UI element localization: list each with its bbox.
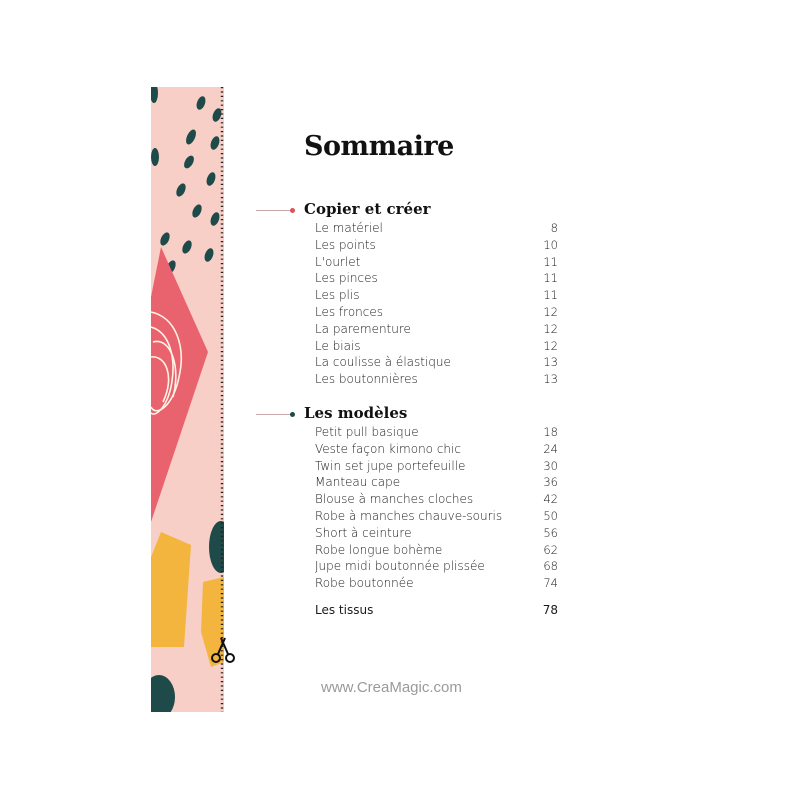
toc-entry-label: Les plis bbox=[315, 288, 360, 303]
section-marker-dot bbox=[290, 412, 295, 417]
toc-entry-label: Les fronces bbox=[315, 304, 383, 319]
toc-entry[interactable] bbox=[315, 543, 558, 560]
toc-entry[interactable] bbox=[315, 355, 558, 372]
toc-entry[interactable] bbox=[315, 492, 558, 509]
toc-entry-page: 30 bbox=[543, 458, 558, 473]
toc-entry-page: 24 bbox=[543, 441, 558, 456]
toc-entry-label: Le biais bbox=[315, 338, 361, 353]
toc-entry-label: La coulisse à élastique bbox=[315, 355, 451, 370]
toc-entry-page: 18 bbox=[543, 425, 558, 439]
toc-entry-label: Les pinces bbox=[315, 271, 378, 286]
toc-entry-label: Robe boutonnée bbox=[315, 576, 414, 591]
toc-entry-label: Les points bbox=[315, 237, 376, 252]
toc-entry-label: Short à ceinture bbox=[315, 525, 412, 540]
toc-entry-label: Twin set jupe portefeuille bbox=[315, 458, 466, 473]
toc-entry-label: Jupe midi boutonnée plissée bbox=[315, 559, 485, 574]
toc-entry-label: Robe longue bohème bbox=[315, 542, 443, 557]
toc-entry-page: 68 bbox=[543, 559, 558, 574]
decorative-pattern-strip bbox=[151, 87, 224, 712]
toc-entry-page: 11 bbox=[543, 254, 558, 269]
toc-entry-page: 12 bbox=[543, 304, 558, 319]
toc-entry-page: 50 bbox=[543, 508, 558, 523]
toc-entry-page: 42 bbox=[543, 492, 558, 507]
abstract-pattern-illustration bbox=[151, 87, 224, 712]
toc-entry-tissus[interactable] bbox=[315, 603, 558, 617]
toc-entry-page: 13 bbox=[543, 372, 558, 387]
section-rule bbox=[256, 414, 292, 415]
toc-entry-label: Robe à manches chauve-souris bbox=[315, 508, 503, 523]
toc-entry-page: 11 bbox=[543, 271, 558, 286]
toc-entry-page: 74 bbox=[543, 576, 558, 591]
toc-entry-label: Manteau cape bbox=[315, 475, 401, 490]
toc-entry[interactable] bbox=[315, 475, 558, 492]
toc-entry[interactable] bbox=[315, 271, 558, 288]
section-rule bbox=[256, 210, 292, 211]
toc-entry-page: 8 bbox=[550, 221, 558, 235]
section-marker-dot bbox=[290, 208, 295, 213]
toc-entry[interactable] bbox=[315, 459, 558, 476]
toc-entry[interactable] bbox=[315, 442, 558, 459]
toc-entry[interactable] bbox=[315, 288, 558, 305]
toc-list-copier bbox=[315, 221, 558, 389]
toc-entry-page: 56 bbox=[543, 525, 558, 540]
scissors-icon bbox=[210, 636, 236, 666]
watermark-text: www.CreaMagic.com bbox=[321, 679, 462, 696]
toc-entry[interactable] bbox=[315, 425, 558, 442]
toc-entry[interactable] bbox=[315, 576, 558, 593]
toc-entry-label: La parementure bbox=[315, 321, 411, 336]
toc-entry-page: 13 bbox=[543, 355, 558, 370]
toc-entry-label: Les boutonnières bbox=[315, 372, 418, 387]
toc-entry-page: 36 bbox=[543, 475, 558, 490]
toc-entry-page: 12 bbox=[543, 321, 558, 336]
toc-entry[interactable] bbox=[315, 509, 558, 526]
toc-entry[interactable] bbox=[315, 322, 558, 339]
toc-entry-page: 12 bbox=[543, 338, 558, 353]
toc-entry-label: Petit pull basique bbox=[315, 425, 419, 439]
toc-entry[interactable] bbox=[315, 526, 558, 543]
toc-entry-page: 78 bbox=[542, 603, 558, 617]
toc-entry-label: Blouse à manches cloches bbox=[315, 492, 474, 507]
toc-entry-page: 11 bbox=[543, 288, 558, 303]
toc-entry-label: Les tissus bbox=[315, 603, 374, 617]
toc-entry-page: 62 bbox=[543, 542, 558, 557]
section-heading: Copier et créer bbox=[304, 200, 431, 218]
toc-entry-page: 10 bbox=[543, 237, 558, 252]
toc-list-modeles bbox=[315, 425, 558, 593]
toc-entry[interactable] bbox=[315, 255, 558, 272]
toc-entry[interactable] bbox=[315, 305, 558, 322]
toc-entry[interactable] bbox=[315, 238, 558, 255]
toc-entry-label: L'ourlet bbox=[315, 254, 361, 269]
section-heading: Les modèles bbox=[304, 404, 408, 422]
toc-entry[interactable] bbox=[315, 339, 558, 356]
toc-entry[interactable] bbox=[315, 559, 558, 576]
toc-entry-label: Veste façon kimono chic bbox=[315, 441, 461, 456]
toc-entry[interactable] bbox=[315, 372, 558, 389]
toc-entry-label: Le matériel bbox=[315, 221, 383, 235]
page-title: Sommaire bbox=[304, 131, 454, 162]
toc-entry[interactable] bbox=[315, 221, 558, 238]
